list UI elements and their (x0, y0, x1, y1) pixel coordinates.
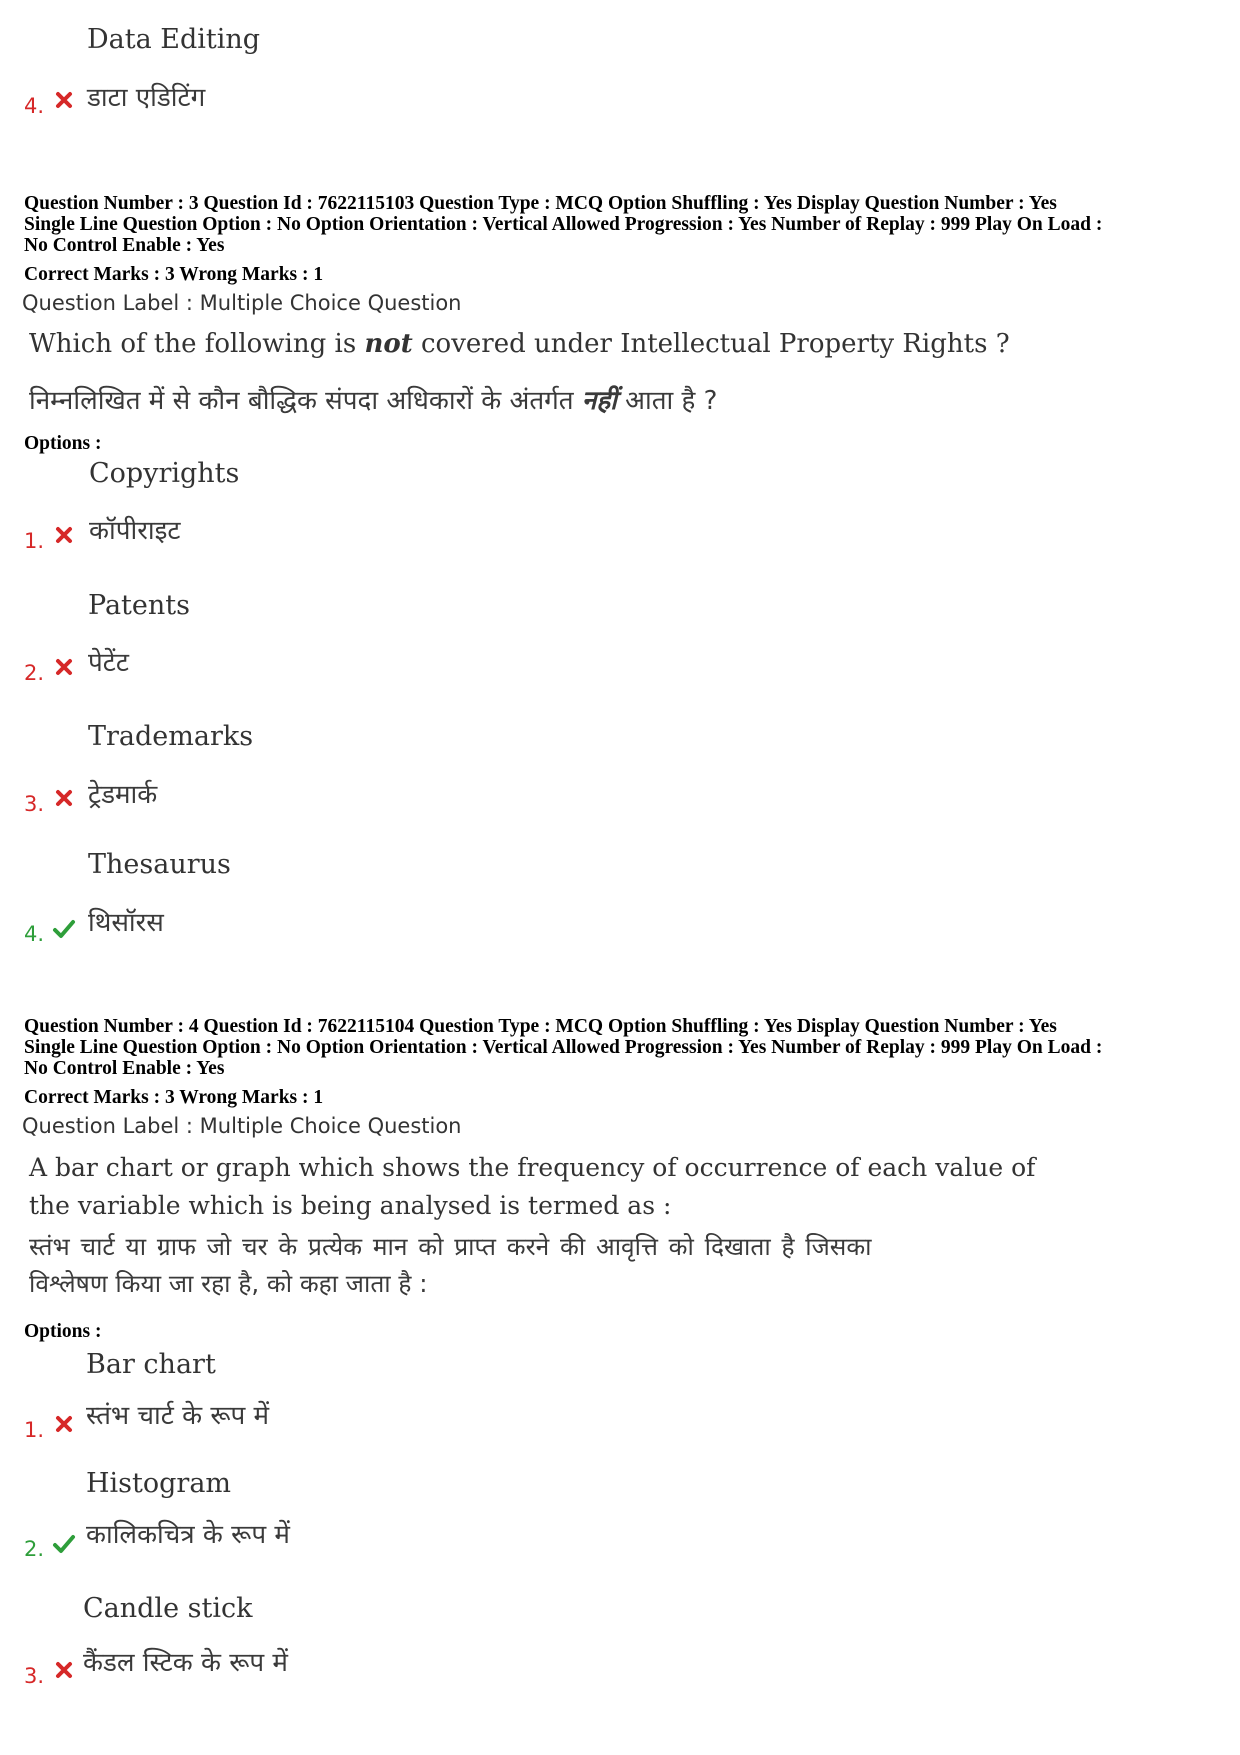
question-meta-line: Single Line Question Option : No Option Orientation : Vertical Allowed Progression : Yes Number of Replay : 999 Play On Load : (24, 214, 1103, 235)
option-hi-text: थिसॉरस (88, 908, 164, 938)
question-text-en-line: the variable which is being analysed is termed as : (29, 1191, 672, 1220)
question-meta-line: No Control Enable : Yes (24, 235, 225, 256)
question-label: Question Label : Multiple Choice Question (22, 1114, 462, 1138)
option-number: 1. (24, 529, 45, 553)
question-meta-line: Single Line Question Option : No Option Orientation : Vertical Allowed Progression : Yes Number of Replay : 999 Play On Load : (24, 1037, 1103, 1058)
cross-icon (52, 88, 76, 112)
question-text-hi (29, 381, 717, 417)
question-text-en (29, 329, 1010, 359)
question-label: Question Label : Multiple Choice Question (22, 291, 462, 315)
question-meta-line: Question Number : 4 Question Id : 7622115104 Question Type : MCQ Option Shuffling : Yes Display Question Number : Yes (24, 1016, 1057, 1037)
option-hi-text: पेटेंट (88, 648, 129, 678)
check-icon (52, 917, 76, 941)
option-en-text: Data Editing (87, 24, 261, 55)
question-text-hi-line: विश्लेषण किया जा रहा है, को कहा जाता है : (29, 1269, 428, 1298)
options-label: Options : (24, 1321, 102, 1342)
option-hi-text: कॉपीराइट (89, 516, 181, 546)
option-number: 2. (24, 1537, 45, 1561)
option-hi-text: कालिकचित्र के रूप में (86, 1520, 290, 1550)
question-text-hi-line: स्तंभ चार्ट या ग्राफ जो चर के प्रत्येक मान को प्राप्त करने की आवृत्ति को दिखाता है जिसका (29, 1232, 872, 1261)
option-number: 1. (24, 1418, 45, 1442)
option-en-text: Histogram (86, 1468, 232, 1499)
option-number: 4. (24, 922, 45, 946)
option-en-text: Candle stick (83, 1593, 253, 1624)
question-text-part: निम्नलिखित में से कौन बौद्धिक संपदा अधिकारों के अंतर्गत (29, 386, 582, 416)
question-meta-line: No Control Enable : Yes (24, 1058, 225, 1079)
option-en-text: Copyrights (89, 458, 240, 489)
check-icon (52, 1532, 76, 1556)
cross-icon (52, 1658, 76, 1682)
question-text-en-line: A bar chart or graph which shows the frequency of occurrence of each value of (29, 1153, 1036, 1182)
option-hi-text: स्तंभ चार्ट के रूप में (86, 1401, 270, 1431)
cross-icon (52, 523, 76, 547)
options-label: Options : (24, 433, 102, 454)
question-text-emphasis: not (364, 329, 413, 359)
question-marks: Correct Marks : 3 Wrong Marks : 1 (24, 264, 324, 285)
question-text-emphasis: नहीं (581, 386, 617, 416)
question-text-part: covered under Intellectual Property Rights ? (412, 329, 1010, 359)
option-hi-text: ट्रेडमार्क (88, 780, 158, 810)
question-meta-line: Question Number : 3 Question Id : 7622115103 Question Type : MCQ Option Shuffling : Yes Display Question Number : Yes (24, 193, 1057, 214)
option-en-text: Bar chart (86, 1349, 216, 1380)
cross-icon (52, 786, 76, 810)
option-hi-text: डाटा एडिटिंग (87, 83, 206, 113)
cross-icon (52, 1412, 76, 1436)
option-number: 2. (24, 661, 45, 685)
option-number: 3. (24, 792, 45, 816)
option-en-text: Trademarks (88, 721, 254, 752)
cross-icon (52, 655, 76, 679)
option-en-text: Patents (88, 590, 190, 621)
option-number: 3. (24, 1664, 45, 1688)
option-number: 4. (24, 94, 45, 118)
option-en-text: Thesaurus (88, 849, 231, 880)
question-marks: Correct Marks : 3 Wrong Marks : 1 (24, 1087, 324, 1108)
question-text-part: आता है ? (616, 386, 718, 416)
option-hi-text: कैंडल स्टिक के रूप में (83, 1648, 288, 1678)
question-text-part: Which of the following is (29, 329, 365, 359)
